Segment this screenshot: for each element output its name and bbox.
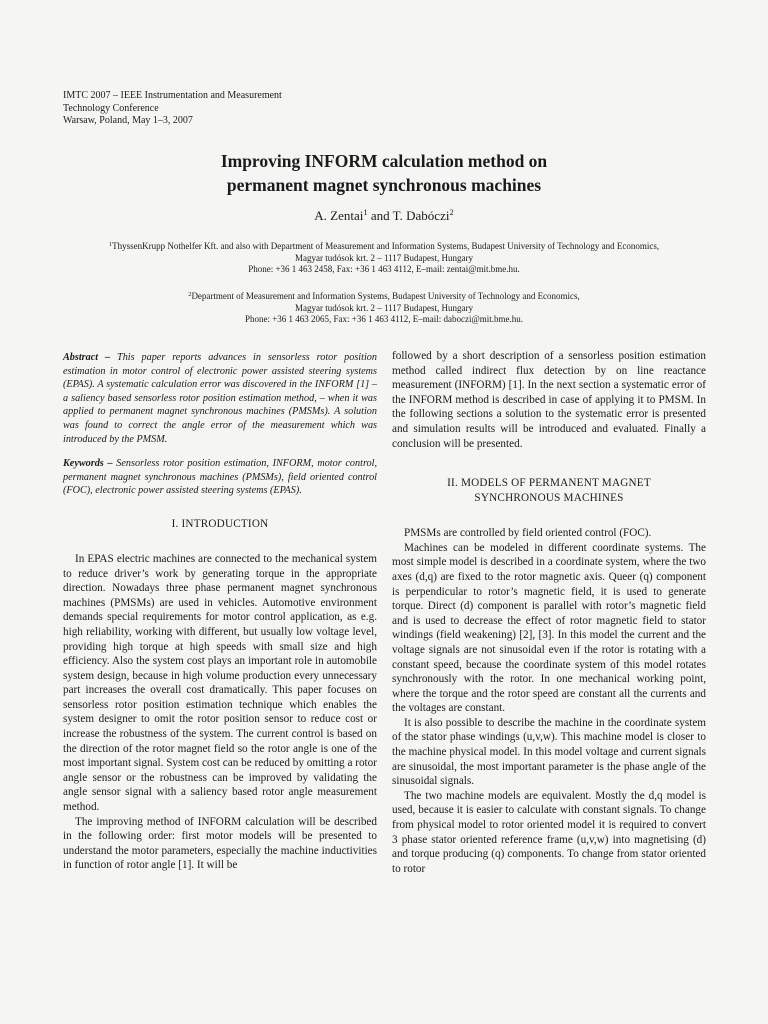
section-heading-introduction: I. INTRODUCTION xyxy=(171,517,269,530)
affiliation-1 xyxy=(34,241,734,276)
conference-header xyxy=(63,90,323,128)
affiliation-line: $^1$ThyssenKrupp Nothelfer Kft. and also with Department of Measurement and Information Systems, Budapest University of Technology and Economics, xyxy=(108,241,660,251)
paragraph: PMSMs are controlled by field oriented control (FOC). xyxy=(404,527,652,540)
paragraph: followed by a short description of a sensorless position estimation method called indirect flux detection by on line reactance measurement (INFORM) [1]. In the next section a systematic error of the INFORM method is described in case of applying it to PMSM. In the following sections a solution to the systematic error is presented and simulation results will be introduced and evaluated. Finally a conclusion will be presented. xyxy=(392,350,706,450)
author-name: A. Zentai xyxy=(314,208,364,223)
abstract-label: Abstract – xyxy=(63,352,111,363)
paragraph: The improving method of INFORM calculation will be described in the following order: first motor models will be presented to understand the motor parameters, especially the machine inductivities in function of rotor angle [1]. It will be xyxy=(63,815,377,872)
abstract-text: This paper reports advances in sensorless rotor position estimation in motor control of electronic power assisted steering systems (EPAS). A systematic calculation error was discovered in the INFORM [1] – a saliency based sensorless rotor position estimation method, – when it was applied to permanent magnet synchronous machines (PMSMs). A solution was found to correct the angle error of the measurement which was introduced by the PMSM. xyxy=(63,352,377,445)
paragraph: The two machine models are equivalent. Mostly the d,q model is used, because it is easier to calculate with constant signals. To change from physical model to rotor oriented model it is required to convert 3 phase stator oriented reference frame (u,v,w) into magnetising (d) and torque producing (q) components. To change from stator oriented to rotor xyxy=(392,789,706,875)
affiliation-2 xyxy=(34,291,734,326)
authors xyxy=(84,208,684,224)
right-column xyxy=(392,349,706,876)
keywords xyxy=(63,457,377,498)
author-name: T. Dabóczi xyxy=(392,208,450,223)
paragraph: In EPAS electric machines are connected to the mechanical system to reduce driver’s work by generating torque in the appropriate direction. Nowadays three phase permanent magnet synchronous machines (PMSMs) are used in vehicles. Automotive environment demands special requirements for motor control application, as e.g. high reliability, working with different, but usually low voltage level, providing high torque at high speeds with small size and high efficiency. Also the system cost plays an important role in automobile system design, because in high volume production every unnecessary part increases the overall cost dramatically. This paper focuses on sensorless rotor position estimation technique which enables the system designer to omit the rotor position sensor to reduce cost or increase the robustness of the system. The current control is based on the direction of the rotor magnet field so the rotor angle is one of the most important signal. System cost can be reduced by omitting a rotor angle sensor or the robustness can be improved by validating the angle sensor signal with a saliency based rotor angle measurement method. xyxy=(63,552,377,814)
affiliation-superscript: 1 xyxy=(108,241,113,248)
author-superscript: 2 xyxy=(449,207,454,217)
affiliation-line: $^2$Department of Measurement and Information Systems, Budapest University of Technology and Economics, xyxy=(188,291,580,301)
keywords-label: Keywords – xyxy=(63,458,113,470)
affiliation-line: Magyar tudósok krt. 2 – 1117 Budapest, Hungary xyxy=(294,302,474,313)
title-line: Improving INFORM calculation method on xyxy=(220,151,548,171)
title-line: permanent magnet synchronous machines xyxy=(226,175,542,195)
affiliation-line: Magyar tudósok krt. 2 – 1117 Budapest, Hungary xyxy=(294,252,474,263)
keywords-text: Sensorless rotor position estimation, INFORM, motor control, permanent magnet synchronous machines (PMSMs), field oriented control (FOC), electronic power assisted steering systems (EPAS). xyxy=(63,458,378,497)
left-column xyxy=(63,351,377,873)
paragraph: It is also possible to describe the machine in the coordinate system of the stator phase windings (u,v,w). This machine model is closer to the machine physical model. In this model voltage and current signals are sinusoidal, the most important parameter is the phase angle of the sinusoidal signals. xyxy=(392,716,706,788)
affiliation-line: Phone: +36 1 463 2458, Fax: +36 1 463 4112, E–mail: zentai@mit.bme.hu. xyxy=(248,264,520,274)
conference-line: Warsaw, Poland, May 1–3, 2007 xyxy=(63,115,193,127)
author-conjunction: and xyxy=(367,208,393,223)
abstract xyxy=(63,351,377,446)
conference-line: Technology Conference xyxy=(63,102,159,114)
affiliation-line: Phone: +36 1 463 2065, Fax: +36 1 463 4112, E–mail: daboczi@mit.bme.hu. xyxy=(244,314,524,324)
author-superscript: 1 xyxy=(363,207,368,217)
paragraph: Machines can be modeled in different coordinate systems. The most simple model is described in a coordinate system, where the two axes (d,q) are fixed to the rotor magnetic axis. Queer (q) component is perpendicular to rotor’s magnetic field, it is used to generate torque. Direct (d) component is parallel with rotor’s magnetic field and is used to decrease the effect of rotor magnetic field to stator windings (field weakening) [2], [3]. In this model the current and the voltage signals are not sinusoidal even if the rotor is rotating with a constant speed, because the coordinate system of this model rotates synchronously with the rotor. In one mechanical working point, where the torque and the rotor speed are constant all the currents and the voltages are constant. xyxy=(392,541,706,715)
conference-line: IMTC 2007 – IEEE Instrumentation and Measurement xyxy=(63,90,282,101)
section-heading-models: II. MODELS OF PERMANENT MAGNET SYNCHRONOUS MACHINES xyxy=(447,477,651,505)
paper-title xyxy=(84,149,684,197)
affiliation-superscript: 2 xyxy=(188,291,192,298)
